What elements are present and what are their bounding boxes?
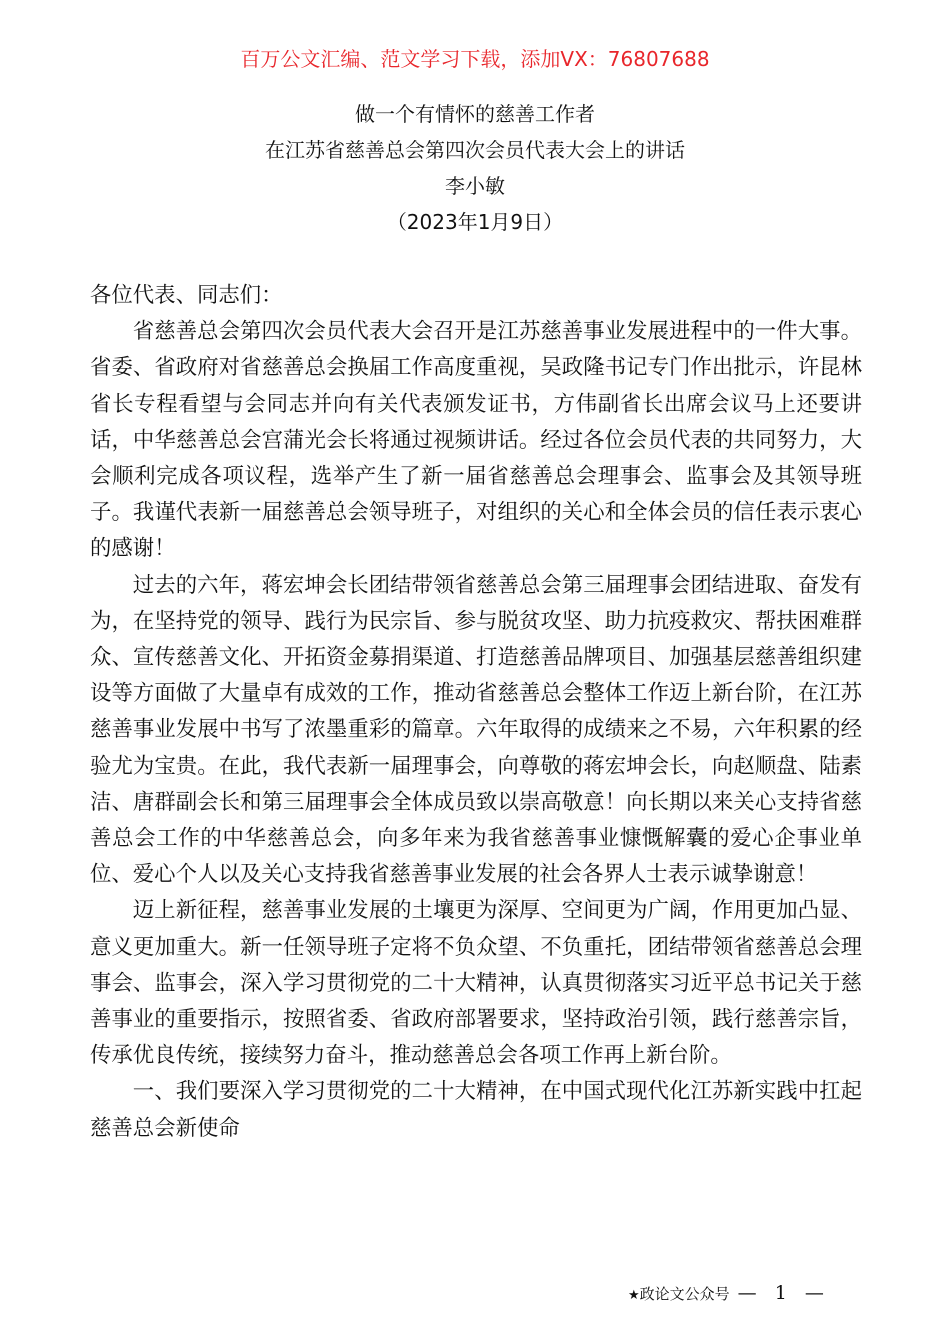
author-name: 李小敏 (445, 174, 505, 198)
document-title: 做一个有情怀的慈善工作者 (355, 102, 595, 126)
paragraph-opening: 省慈善总会第四次会员代表大会召开是江苏慈善事业发展进程中的一件大事。省委、省政府对省慈善总会换届工作高度重视，吴政隆书记专门作出批示，许昆林省长专程看望与会同志并向有关代表颁发证书，方伟副省长出席会议马上还要讲话，中华慈善总会宫蒲光会长将通过视频讲话。经过各位会员代表的共同努力，大会顺利完成各项议程，选举产生了新一届省慈善总会理事会、监事会及其领导班子。我谨代表新一届慈善总会领导班子，对组织的关心和全体会员的信任表示衷心的感谢！ (90, 319, 862, 562)
paragraph-new-journey: 迈上新征程，慈善事业发展的土壤更为深厚、空间更为广阔，作用更加凸显、意义更加重大。新一任领导班子定将不负众望、不负重托，团结带领省慈善总会理事会、监事会，深入学习贯彻党的二十大精神，认真贯彻落实习近平总书记关于慈善事业的重要指示，按照省委、省政府部署要求，坚持政治引领，践行慈善宗旨，传承优良传统，接续努力奋斗，推动慈善总会各项工作再上新台阶。 (90, 898, 862, 1069)
section-heading-1: 一、我们要深入学习贯彻党的二十大精神，在中国式现代化江苏新实践中扛起慈善总会新使命 (90, 1079, 862, 1141)
document-subtitle: 在江苏省慈善总会第四次会员代表大会上的讲话 (265, 138, 685, 162)
title-block (0, 96, 950, 240)
speech-body (90, 278, 862, 1147)
promo-banner: 百万公文汇编、范文学习下载，添加VX：76807688 (240, 47, 710, 71)
page-footer (628, 1281, 830, 1308)
page-number: — 1 — (737, 1282, 830, 1304)
paragraph-past-six-years: 过去的六年，蒋宏坤会长团结带领省慈善总会第三届理事会团结进取、奋发有为，在坚持党的领导、践行为民宗旨、参与脱贫攻坚、助力抗疫救灾、帮扶困难群众、宣传慈善文化、开拓资金募捐渠道、打造慈善品牌项目、加强基层慈善组织建设等方面做了大量卓有成效的工作，推动省慈善总会整体工作迈上新台阶，在江苏慈善事业发展中书写了浓墨重彩的篇章。六年取得的成绩来之不易，六年积累的经验尤为宝贵。在此，我代表新一届理事会，向尊敬的蒋宏坤会长，向赵顺盘、陆素洁、唐群副会长和第三届理事会全体成员致以崇高敬意！向长期以来关心支持省慈善总会工作的中华慈善总会，向多年来为我省慈善事业慷慨解囊的爱心企事业单位、爱心个人以及关心支持我省慈善事业发展的社会各界人士表示诚挚谢意！ (90, 572, 862, 888)
speech-date: （2023年1月9日） (386, 210, 564, 234)
salutation: 各位代表、同志们： (90, 283, 283, 308)
star-icon: ★ (628, 1288, 640, 1303)
footer-source: 政论文公众号 (639, 1285, 730, 1303)
